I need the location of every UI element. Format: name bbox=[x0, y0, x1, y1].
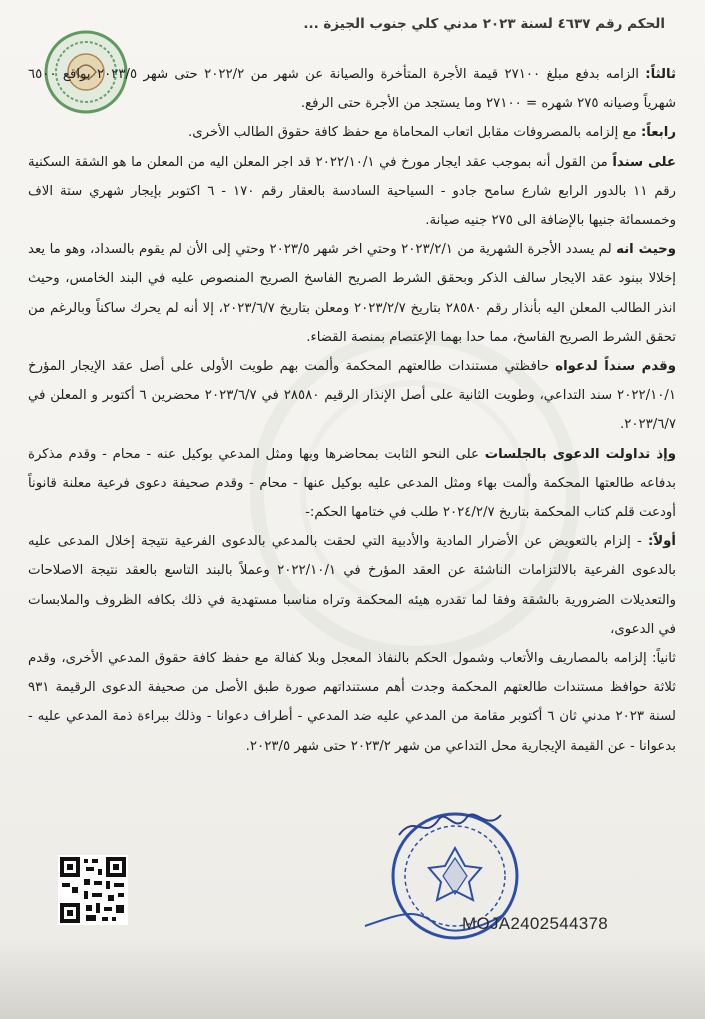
signature-scribble-icon bbox=[395, 805, 505, 845]
paragraph-lead: وإذ تداولت الدعوى بالجلسات bbox=[484, 446, 677, 462]
paragraph-fourth-claim: رابعاً: مع إلزامه بالمصروفات مقابل اتعاب المحاماة مع حفظ كافة حقوق الطالب الأخرى. bbox=[188, 125, 676, 141]
paragraph-nonpayment: وحيث انه لم يسدد الأجرة الشهرية من ٢٠٢٣/٢/١ وحتي اخر شهر ٢٠٢٣/٥ وحتي إلى الأن لم يقوم بالسداد، وهو ما يعد إخلالا ببنود عقد الايجار سالف الذكر وبحقق الشرط الصريح الفاسخ الصريح المنصوص عليه في البند الخامس، وحيث انذر الطالب المعلن اليه بأنذار رقم ٢٨٥٨٠ بتاريخ ٢٠٢٣/٢/٧ ومعلن بتاريخ ٢٠٢٣/٦/٧، إلا أنه لم يحرك ساكناً وبالرغم من تحقق الشرط الصريح الفاسخ، مما حدا بهما الإعتصام بمنصة القضاء. bbox=[28, 242, 676, 345]
document-body bbox=[28, 60, 676, 761]
paragraph-lead: على سنداً bbox=[612, 154, 677, 170]
page-header: الحكم رقم ٤٦٣٧ لسنة ٢٠٢٣ مدني كلي جنوب الجيزة ... bbox=[303, 16, 665, 32]
paragraph-hearings: وإذ تداولت الدعوى بالجلسات على النحو الثابت بمحاضرها وبها ومثل المدعي بوكيل عنه - محام - وقدم مذكرة بدفاعه طالعتها المحكمة وألمت بهاء ومثل المدعى عليه بوكيل عنها - محام - وقدم صحيفة دعوى فرعية معلنة قانوناً أودعت قلم كتاب المحكمة بتاريخ ٢٠٢٤/٢/٧ طلب في ختامها الحكم:- bbox=[28, 446, 677, 521]
paragraph-second-counterclaim: ثانياً: إلزامه بالمصاريف والأتعاب وشمول الحكم بالنفاذ المعجل وبلا كفالة مع حفظ كافة حقوق المدعي الأخرى، وقدم ثلاثة حوافظ مستندات طالعتهم المحكمة وجدت أهم مستنداتهم صورة طبق الأصل من صحيفة الدعوى الرقيمة ٩٣١ لسنة ٢٠٢٣ مدني ثان ٦ أكتوبر مقامة من المدعي عليه ضد المدعي - أطراف دعوانا - وذلك ببراءة ذمة المدعي عليه - بدعوانا - عن القيمة الإيجارية محل التداعي من شهر ٢٠٢٣/٢ حتى شهر ٢٠٢٣/٥. bbox=[28, 651, 676, 754]
paragraph-lead: رابعاً: bbox=[640, 125, 676, 141]
paragraph-evidence: وقدم سنداً لدعواه حافظتي مستندات طالعتهم المحكمة وألمت بهم طويت الأولى على أصل عقد الإيجار المؤرخ ٢٠٢٢/١٠/١ سند التداعي، وطويت الثانية على أصل الإنذار الرقيم ٢٨٥٨٠ في ٢٠٢٣/٦/٧ محضرين ٦ أكتوبر و المعلن في ٢٠٢٣/٦/٧. bbox=[28, 359, 676, 433]
paragraph-lead: ثالثاً: bbox=[645, 67, 676, 82]
paragraph-first-counterclaim: أولاً: - إلزام بالتعويض عن الأضرار المادية والأدبية التي لحقت بالمدعي بالدعوى الفرعية نتيجة إخلال المدعى عليه بالدعوى الفرعية بالالتزامات الناشئة عن العقد المؤرخ في ٢٠٢٢/١٠/١ وعملاً بالبند التاسع بالعقد نتيجة الاصلاحات والتعديلات الضرورية بالشقة وفقا لما تقدره هيئه المحكمة وتراه مناسبا مستهدية في ذلك بكافه الظروف والملابسات في الدعوى، bbox=[28, 534, 677, 637]
qr-code-icon bbox=[58, 855, 128, 925]
paragraph-third-claim: ثالثاً: الزامه بدفع مبلغ ٢٧١٠٠ قيمة الأجرة المتأخرة والصيانة عن شهر من ٢٠٢٢/٢ حتى شهر ٢٠٢٣/٥ بواقع ٦٥٠٠ شهرياً وصيانه ٢٧٥ شهره = ٢٧١٠٠ وما يستجد من الأجرة حتى الرفع. bbox=[28, 67, 676, 112]
paragraph-lead: وقدم سنداً لدعواه bbox=[555, 359, 676, 375]
paragraph-lead: وحيث انه bbox=[616, 242, 676, 258]
paragraph-lead: أولاً: bbox=[647, 534, 676, 550]
document-id: MOJA2402544378 bbox=[462, 914, 608, 933]
paragraph-basis: على سنداً من القول أنه بموجب عقد ايجار مورخ في ٢٠٢٢/١٠/١ قد اجر المعلن اليه من المعلن ما هو الشقة السكنية رقم ١١ بالدور الرابع شارع سامح جادو - السياحية السادسة بالعقار رقم ١٧٠ - ٦ اكتوبر بإيجار شهري ستة الاف وخمسمائة جنيها بالإضافة الى ٢٧٥ جنيه صيانة. bbox=[28, 154, 677, 229]
paper-fold-shadow bbox=[0, 940, 705, 1019]
